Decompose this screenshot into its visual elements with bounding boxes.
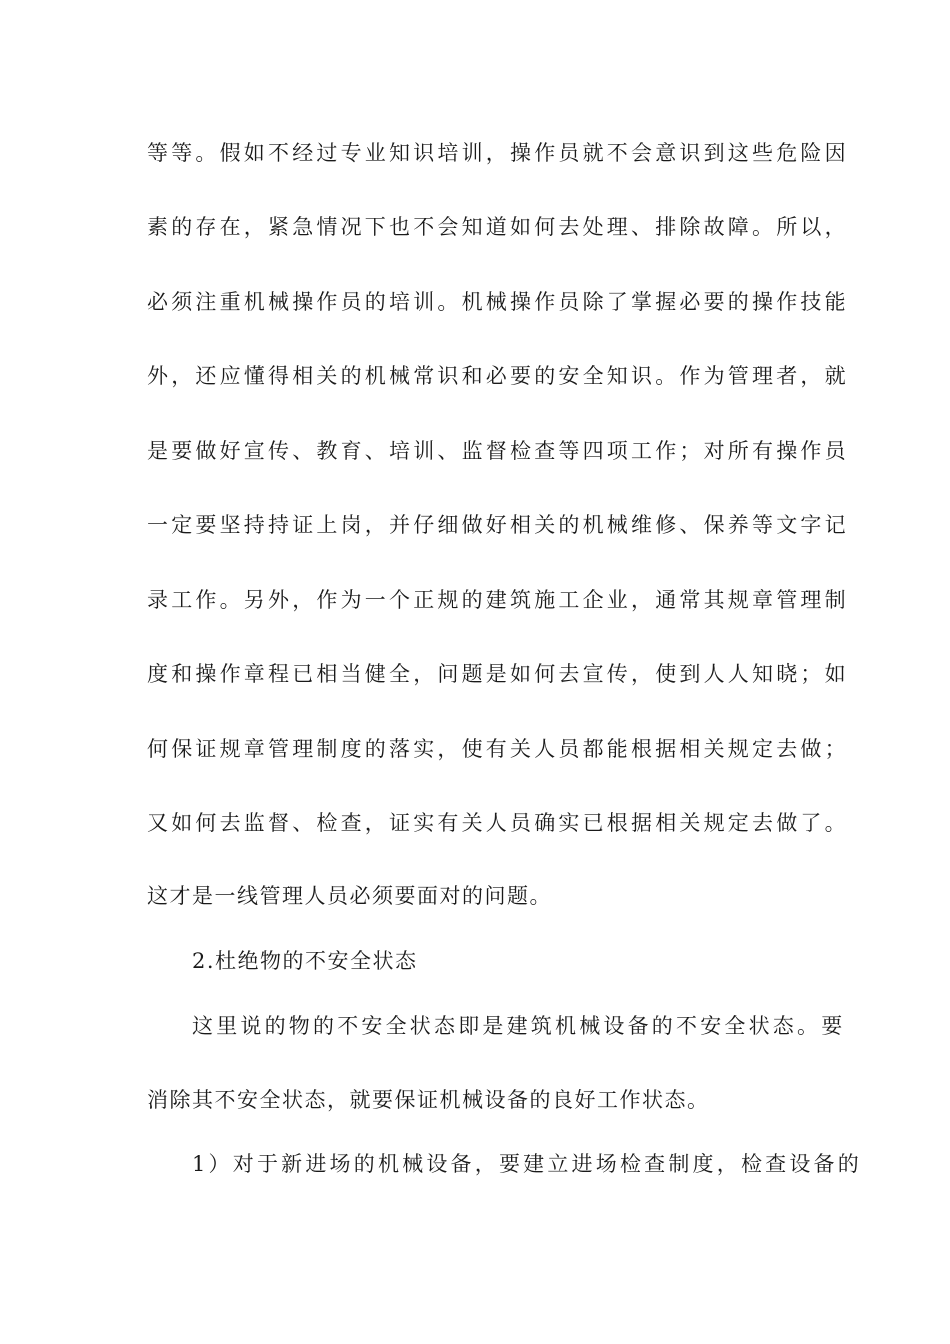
paragraph-line: 这才是一线管理人员必须要面对的问题。 — [147, 884, 552, 908]
paragraph-line: 是要做好宣传、教育、培训、监督检查等四项工作；对所有操作员 — [147, 439, 849, 463]
paragraph-line: 这里说的物的不安全状态即是建筑机械设备的不安全状态。要 — [192, 1014, 846, 1038]
paragraph-line: 度和操作章程已相当健全，问题是如何去宣传，使到人人知晓；如 — [147, 662, 849, 686]
paragraph-line: 一定要坚持持证上岗，并仔细做好相关的机械维修、保养等文字记 — [147, 513, 849, 537]
section-heading: 2.杜绝物的不安全状态 — [192, 949, 418, 973]
paragraph-line: 消除其不安全状态，就要保证机械设备的良好工作状态。 — [147, 1088, 710, 1112]
paragraph-line: 录工作。另外，作为一个正规的建筑施工企业，通常其规章管理制 — [147, 588, 849, 612]
paragraph-line: 必须注重机械操作员的培训。机械操作员除了掌握必要的操作技能 — [147, 290, 849, 314]
paragraph-line: 又如何去监督、检查，证实有关人员确实已根据相关规定去做了。 — [147, 811, 849, 835]
paragraph-line: 1）对于新进场的机械设备，要建立进场检查制度，检查设备的 — [192, 1152, 862, 1176]
paragraph-line: 等等。假如不经过专业知识培训，操作员就不会意识到这些危险因 — [147, 141, 849, 165]
paragraph-line: 素的存在，紧急情况下也不会知道如何去处理、排除故障。所以， — [147, 215, 849, 239]
paragraph-line: 外，还应懂得相关的机械常识和必要的安全知识。作为管理者，就 — [147, 364, 849, 388]
paragraph-line: 何保证规章管理制度的落实，使有关人员都能根据相关规定去做； — [147, 737, 849, 761]
